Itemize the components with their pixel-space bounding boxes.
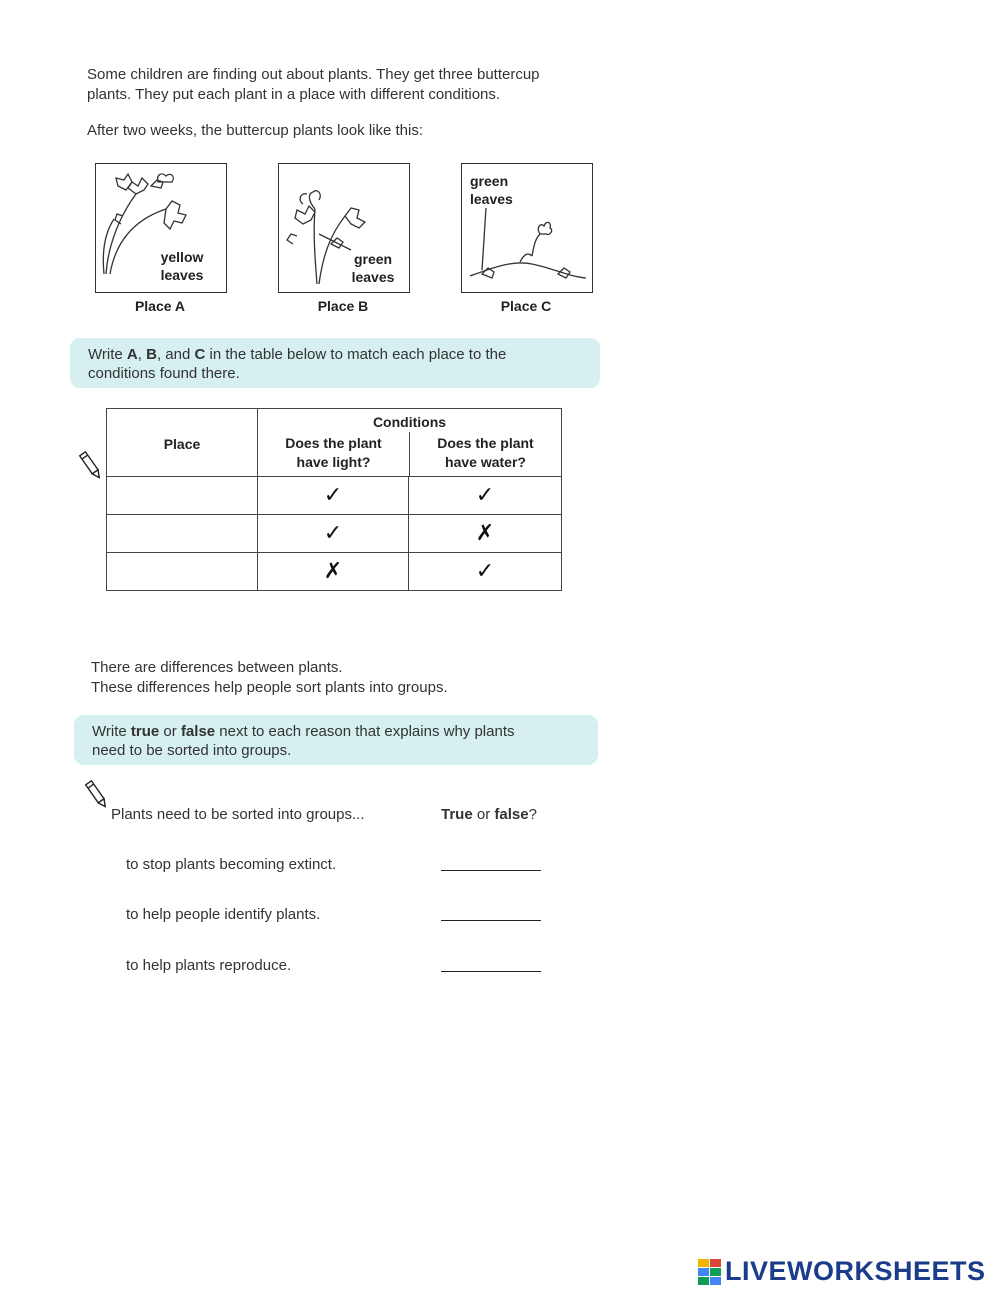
figure-place-b (278, 163, 410, 293)
table-row (107, 477, 562, 515)
conditions-header: Conditions (372, 414, 447, 431)
intro-line-3: After two weeks, the buttercup plants look like this: (87, 122, 423, 139)
place-b-note-line-1: green (353, 251, 393, 267)
water-header: Does the plant have water? (437, 435, 534, 471)
conditions-header-cell (258, 409, 562, 477)
place-c-label: Place C (500, 298, 552, 314)
figure-place-c (461, 163, 593, 293)
intro-line-1: Some children are finding out about plants. They get three buttercup (87, 66, 540, 83)
section-2-text (91, 658, 448, 698)
tf-header: True or false? (441, 806, 537, 823)
check-mark: ✓ (409, 553, 562, 591)
tf-item-2-answer[interactable] (441, 920, 541, 921)
instruction-2-line-2: need to be sorted into groups. (92, 742, 292, 759)
liveworksheets-logo (698, 1256, 986, 1287)
place-answer-cell[interactable] (107, 515, 258, 553)
place-b-label: Place B (317, 298, 369, 314)
instruction-callout-2 (74, 715, 598, 765)
place-b-note-line-2: leaves (351, 269, 395, 285)
place-answer-cell[interactable] (107, 553, 258, 591)
tf-item-1-text: to stop plants becoming extinct. (126, 856, 337, 873)
logo-text: LIVEWORKSHEETS (725, 1256, 986, 1286)
check-mark: ✓ (258, 477, 409, 515)
place-c-note-line-1: green (470, 173, 509, 189)
place-a-note-line-1: yellow (160, 249, 204, 265)
instruction-callout-1 (70, 338, 600, 388)
cross-mark: ✗ (409, 515, 562, 553)
tf-lead: Plants need to be sorted into groups... (111, 806, 365, 823)
instruction-2-line-1: Write true or false next to each reason that explains why plants (92, 723, 515, 740)
figure-place-a (95, 163, 227, 293)
place-b-note (347, 250, 399, 286)
pencil-icon (78, 449, 104, 486)
place-a-label: Place A (134, 298, 186, 314)
intro-text (87, 65, 540, 105)
tf-item-2-text: to help people identify plants. (126, 906, 321, 923)
check-mark: ✓ (258, 515, 409, 553)
tf-item-1-answer[interactable] (441, 870, 541, 871)
check-mark: ✓ (409, 477, 562, 515)
tf-item-3-text: to help plants reproduce. (126, 957, 292, 974)
instruction-1-line-2: conditions found there. (88, 365, 240, 382)
place-c-note-line-2: leaves (470, 191, 513, 207)
table-row (107, 553, 562, 591)
place-a-note (154, 248, 210, 284)
light-header: Does the plant have light? (258, 432, 410, 476)
section-2-line-2: These differences help people sort plants into groups. (91, 679, 448, 696)
intro-line-2: plants. They put each plant in a place with different conditions. (87, 86, 501, 103)
cross-mark: ✗ (258, 553, 409, 591)
table-row (107, 515, 562, 553)
tf-item-3-answer[interactable] (441, 971, 541, 972)
instruction-1-line-1: Write A, B, and C in the table below to match each place to the (88, 346, 507, 363)
logo-blocks-icon (698, 1259, 722, 1285)
conditions-table (106, 408, 562, 591)
pencil-icon (84, 778, 110, 815)
section-2-line-1: There are differences between plants. (91, 659, 343, 676)
place-a-note-line-2: leaves (160, 267, 204, 283)
place-answer-cell[interactable] (107, 477, 258, 515)
place-header: Place (107, 409, 258, 477)
place-c-note (470, 172, 513, 208)
